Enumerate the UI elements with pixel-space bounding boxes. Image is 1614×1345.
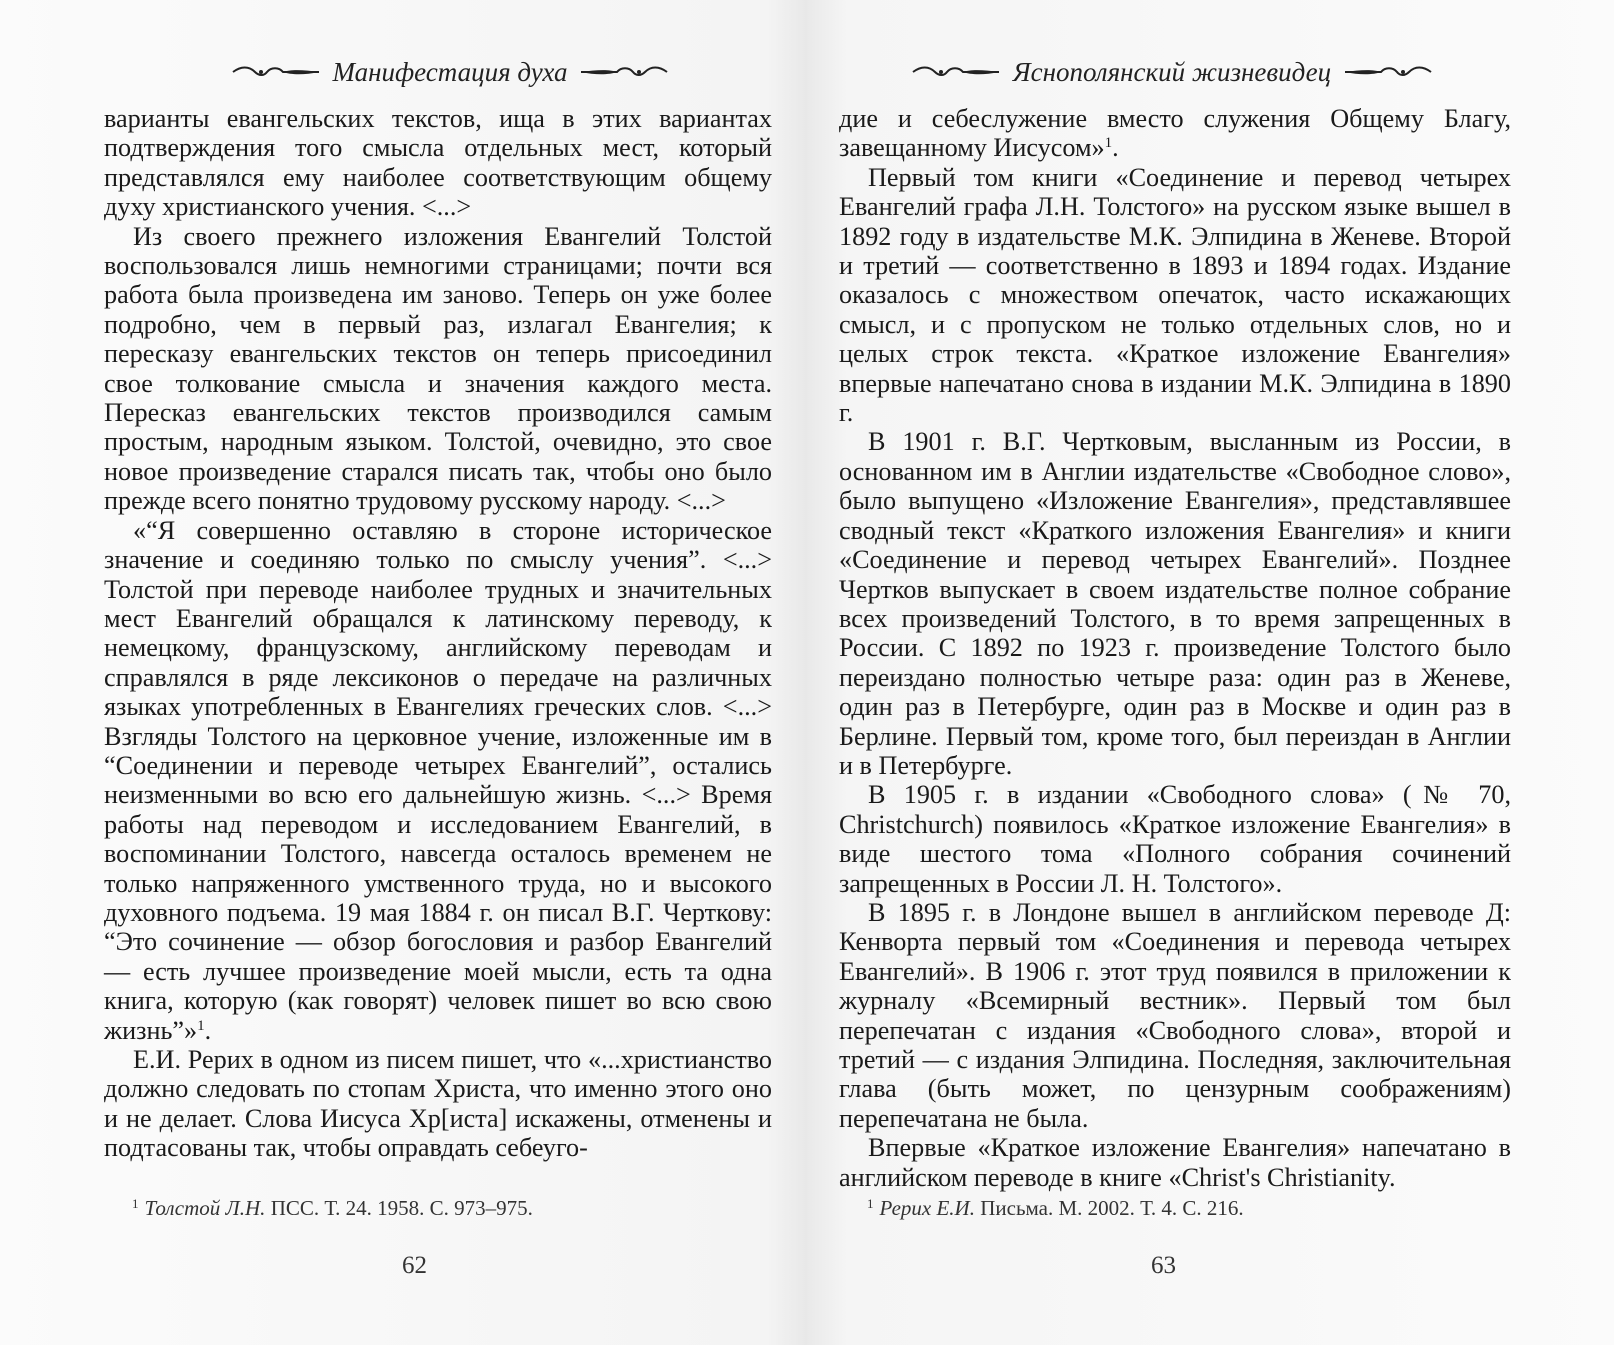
footnote-text: ПСС. Т. 24. 1958. С. 973–975. [270, 1196, 533, 1220]
paragraph: дие и себеслужение вместо служения Общему Благу, завещанному Иисусом»$^1$. [839, 104, 1511, 163]
paragraph: Впервые «Краткое изложение Евангелия» напечатано в английском переводе в книге «Christ's Christianity. [839, 1133, 1511, 1192]
paragraph: Из своего прежнего изложения Евангелий Толстой воспользовался лишь немногими страницами; почти вся работа была произведена им заново. Теперь он уже более подробно, чем в первый раз, излагал Евангелия; к пересказу евангельских текстов он теперь присоединил свое толкование смысла и значения каждого места. Пересказ евангельских текстов производился самым простым, народным языком. Толстой, очевидно, это свое новое произведение старался писать так, чтобы оно было прежде всего понятно трудовому русскому народу. <...> [104, 221, 772, 516]
paragraph: В 1905 г. в издании «Свободного слова» (№ 70, Christchurch) появилось «Краткое изложение Евангелия» в виде шестого тома «Полного собрания сочинений запрещенных в России Л. Н. Толстого». [839, 780, 1511, 898]
footnote-marker: 1 [132, 1196, 139, 1211]
footnote-author: Рерих Е.И. [879, 1196, 975, 1220]
footnote-author: Толстой Л.Н. [144, 1196, 266, 1220]
left-body-text [104, 104, 772, 1163]
paragraph: Е.И. Рерих в одном из писем пишет, что «...христианство должно следовать по стопам Христа, что именно этого оно и не делает. Слова Иисуса Хр[иста] искажены, отменены и подтасованы так, чтобы оправдать себеуго- [104, 1045, 772, 1163]
right-footnote [867, 1195, 1244, 1221]
paragraph: варианты евангельских текстов, ища в этих вариантах подтверждения того смысла отдельных мест, который представлялся ему наиболее соответствующим общему духу христианского учения. <...> [104, 104, 772, 222]
running-head-title: Манифестация духа [332, 56, 568, 87]
flourish-ornament-left [911, 63, 1001, 81]
left-running-head [210, 52, 690, 92]
page-number-left: 62 [402, 1252, 427, 1279]
right-page [807, 0, 1614, 1345]
paragraph: «“Я совершенно оставляю в стороне историческое значение и соединяю только по смыслу учения”. <...> Толстой при переводе наиболее трудных и значительных мест Евангелий обращался к латинскому переводу, к немецкому, французскому, английскому переводам и справлялся в ряде лексиконов о передаче на различных языках употребленных в Евангелиях греческих слов. <...> Взгляды Толстого на церковное учение, изложенные им в “Соединении и переводе четырех Евангелий”, остались неизменными во всю его дальнейшую жизнь. <...> Время работы над переводом и исследованием Евангелий, в воспоминании Толстого, навсегда осталось временем не только напряженного умственного труда, но и высокого духовного подъема. 19 мая 1884 г. он писал В.Г. Черткову: “Это сочинение — обзор богословия и разбор Евангелий — есть лучшее произведение моей мысли, есть та одна книга, которую (как говорят) человек пишет во всю свою жизнь”»$^1$. [104, 515, 772, 1045]
footnote-ref: 1 [1104, 135, 1113, 152]
footnote-marker: 1 [867, 1196, 874, 1211]
running-head-title: Яснополянский жизневидец [1012, 56, 1332, 87]
right-running-head [907, 52, 1437, 92]
footnote-text: Письма. М. 2002. Т. 4. С. 216. [980, 1196, 1244, 1220]
flourish-ornament-right [579, 63, 669, 81]
paragraph: В 1895 г. в Лондоне вышел в английском переводе Д: Кенворта первый том «Соединения и перевода четырех Евангелий». В 1906 г. этот труд появился в приложении к журналу «Всемирный вестник». Первый том был перепечатан с издания «Свободного слова», второй и третий — с издания Элпидина. Последняя, заключительная глава (быть может, по цензурным соображениям) перепечатана не была. [839, 897, 1511, 1133]
paragraph-text: дие и себеслужение вместо служения Общему Благу, завещанному Иисусом» [839, 104, 1511, 163]
page-number-right: 63 [1151, 1252, 1176, 1279]
flourish-ornament-left [231, 63, 321, 81]
paragraph: В 1901 г. В.Г. Чертковым, высланным из России, в основанном им в Англии издательстве «Свободное слово», было выпущено «Изложение Евангелия», представлявшее сводный текст «Краткого изложения Евангелия» и книги «Соединение и перевод четырех Евангелий». Позднее Чертков выпускает в своем издательстве полное собрание всех произведений Толстого, в то время запрещенных в России. С 1892 по 1923 г. произведение Толстого было переиздано полностью четыре раза: один раз в Женеве, один раз в Петербурге, один раз в Москве и один раз в Берлине. Первый том, кроме того, был переиздан в Англии и в Петербурге. [839, 427, 1511, 780]
paragraph: Первый том книги «Соединение и перевод четырех Евангелий графа Л.Н. Толстого» на русском языке вышел в 1892 году в издательстве М.К. Элпидина в Женеве. Второй и третий — соответственно в 1893 и 1894 годах. Издание оказалось с множеством опечаток, часто искажающих смысл, и с пропуском не только отдельных слов, но и целых строк текста. «Краткое изложение Евангелия» впервые напечатано снова в издании М.К. Элпидина в 1890 г. [839, 162, 1511, 428]
footnote-ref: 1 [197, 1017, 205, 1034]
flourish-ornament-right [1343, 63, 1433, 81]
left-footnote [132, 1195, 533, 1221]
right-body-text [839, 104, 1511, 1192]
paragraph-text: «“Я совершенно оставляю в стороне историческое значение и соединяю только по смыслу учения”. <...> Толстой при переводе наиболее трудных и значительных мест Евангелий обращался к латинскому переводу, к немецкому, французскому, английскому переводам и справлялся в ряде лексиконов о передаче на различных языках употребленных в Евангелиях греческих слов. <...> Взгляды Толстого на церковное учение, изложенные им в “Соединении и переводе четырех Евангелий”, остались неизменными во всю его дальнейшую жизнь. <...> Время работы над переводом и исследованием Евангелий, в воспоминании Толстого, навсегда осталось временем не только напряженного умственного труда, но и высокого духовного подъема. 19 мая 1884 г. он писал В.Г. Черткову: “Это сочинение — обзор богословия и разбор Евангелий — есть лучшее произведение моей мысли, есть та одна книга, которую (как говорят) человек пишет во всю свою жизнь”» [104, 515, 772, 1045]
